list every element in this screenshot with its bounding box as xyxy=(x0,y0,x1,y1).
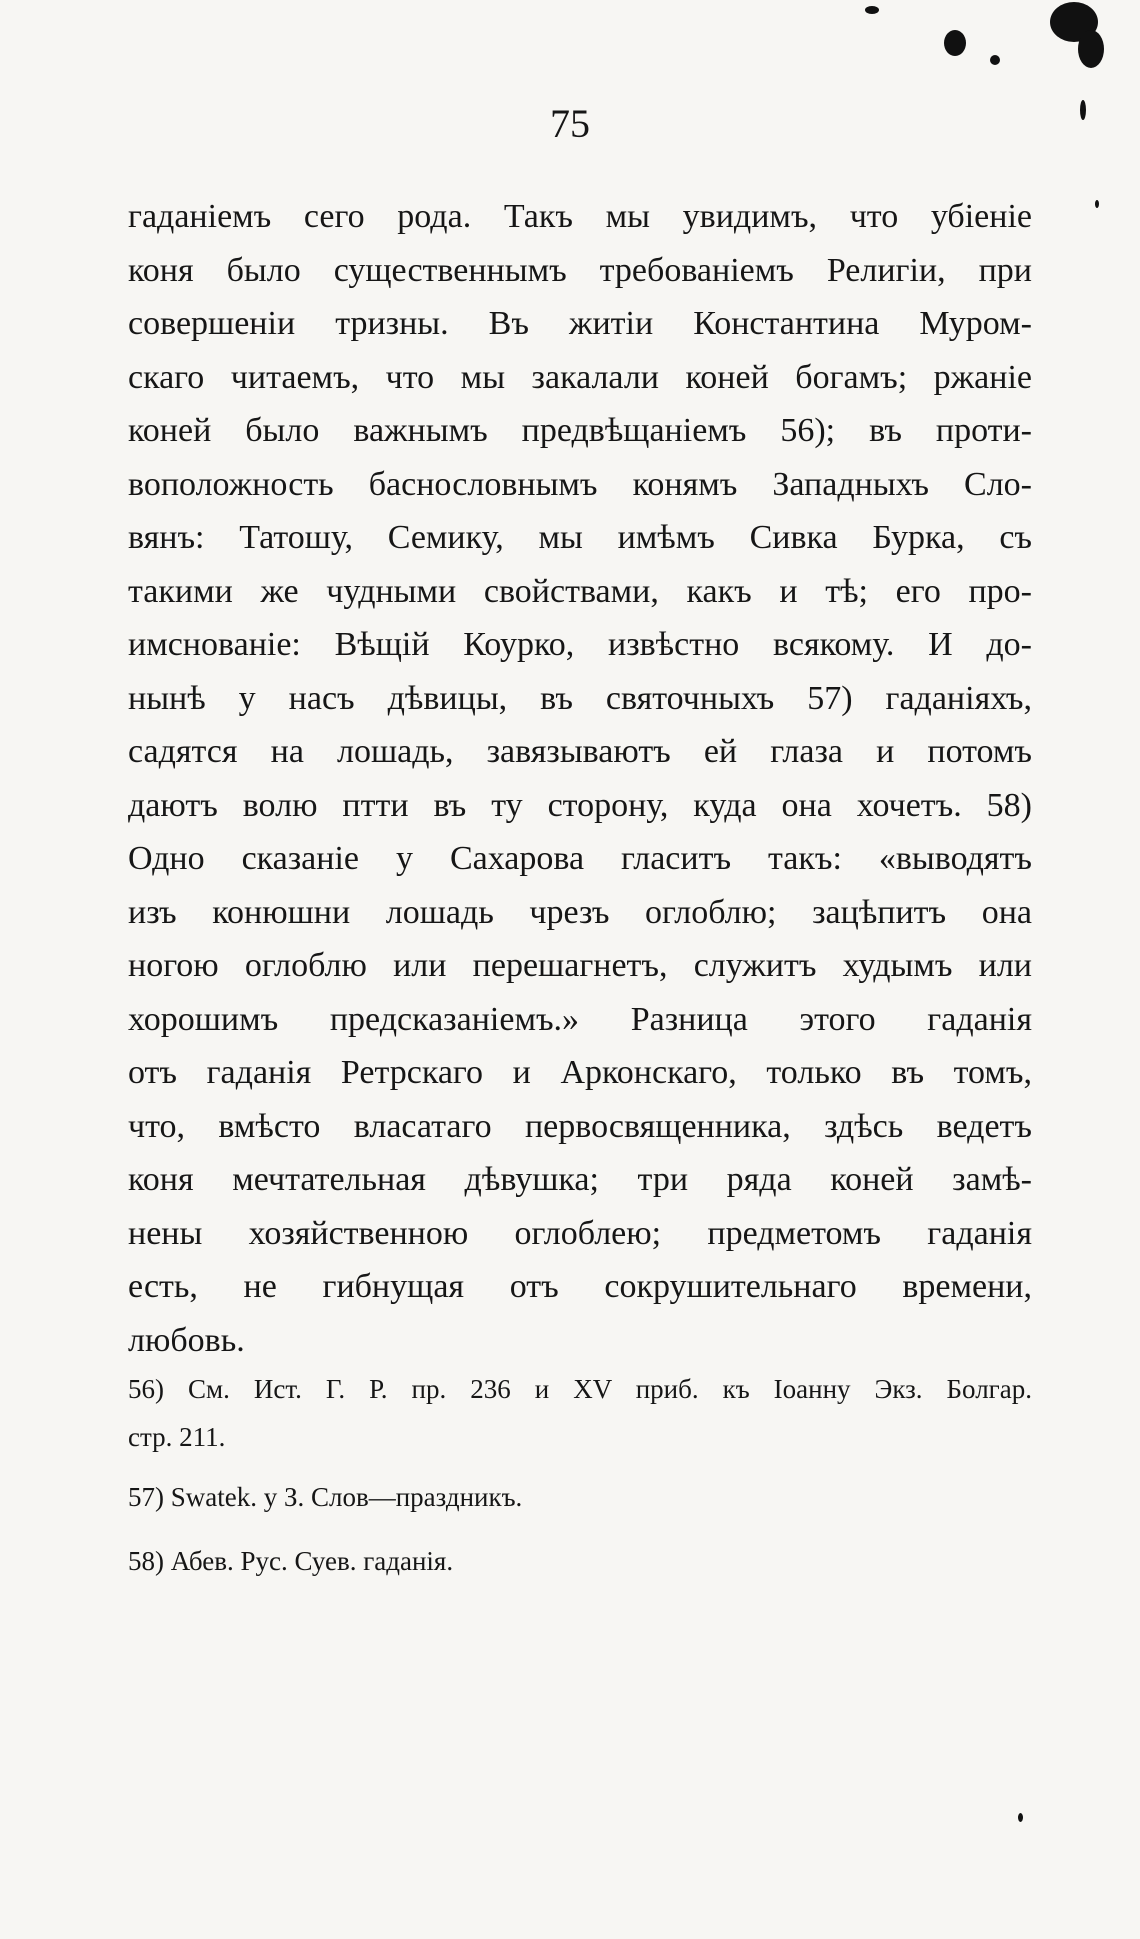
footnote-57: 57) Swatek. у З. Слов—праздникъ. xyxy=(128,1482,523,1512)
text-line: совершеніи тризны. Въ житіи Константина Муром- xyxy=(128,305,1032,342)
text-line: даютъ волю птти въ ту сторону, куда она хочетъ. 58) xyxy=(128,786,1032,824)
text-line: коня мечтательная дѣвушка; три ряда коней замѣ- xyxy=(128,1161,1032,1198)
text-line: Одно сказаніе у Сахарова гласитъ такъ: «выводятъ xyxy=(128,840,1032,877)
footnote-56: 56) См. Ист. Г. Р. пр. 236 и XV приб. къ Іоанну Экз. Болгар. xyxy=(128,1374,1032,1404)
text-line: вянъ: Татошу, Семику, мы имѣмъ Сивка Бурка, съ xyxy=(128,519,1032,556)
footnote-56-continuation: стр. 211. xyxy=(128,1422,226,1452)
text-line: коня было существеннымъ требованіемъ Религіи, при xyxy=(128,251,1032,289)
page-number: 75 xyxy=(550,101,590,146)
text-line: хорошимъ предсказаніемъ.» Разница этого гаданія xyxy=(128,1000,1032,1038)
text-line: скаго читаемъ, что мы закалали коней богамъ; ржаніе xyxy=(128,358,1032,396)
text-line: такими же чудными свойствами, какъ и тѣ; его про- xyxy=(128,572,1032,610)
text-line: коней было важнымъ предвѣщаніемъ 56); въ проти- xyxy=(128,412,1032,449)
body-text xyxy=(128,190,1032,1367)
text-line: ногою оглоблю или перешагнетъ, служитъ худымъ или xyxy=(128,947,1032,984)
text-line: нены хозяйственною оглоблею; предметомъ гаданія xyxy=(128,1214,1032,1252)
text-line: что, вмѣсто власатаго первосвященника, здѣсь ведетъ xyxy=(128,1107,1032,1145)
text-line: любовь. xyxy=(128,1321,245,1359)
footnote-58: 58) Абев. Рус. Суев. гаданія. xyxy=(128,1546,454,1576)
text-line: отъ гаданія Ретрскаго и Арконскаго, только въ томъ, xyxy=(128,1054,1032,1091)
text-line: садятся на лошадь, завязываютъ ей глаза и потомъ xyxy=(128,733,1032,770)
text-line: имснованіе: Вѣщій Коурко, извѣстно всякому. И до- xyxy=(128,626,1032,663)
text-line: воположность баснословнымъ конямъ Западныхъ Сло- xyxy=(128,465,1032,503)
text-line: изъ конюшни лошадь чрезъ оглоблю; зацѣпитъ она xyxy=(128,893,1032,931)
text-line: нынѣ у насъ дѣвицы, въ святочныхъ 57) гаданіяхъ, xyxy=(128,679,1032,717)
text-line: гаданіемъ сего рода. Такъ мы увидимъ, что убіеніе xyxy=(128,198,1032,235)
text-line: есть, не гибнущая отъ сокрушительнаго времени, xyxy=(128,1268,1032,1305)
